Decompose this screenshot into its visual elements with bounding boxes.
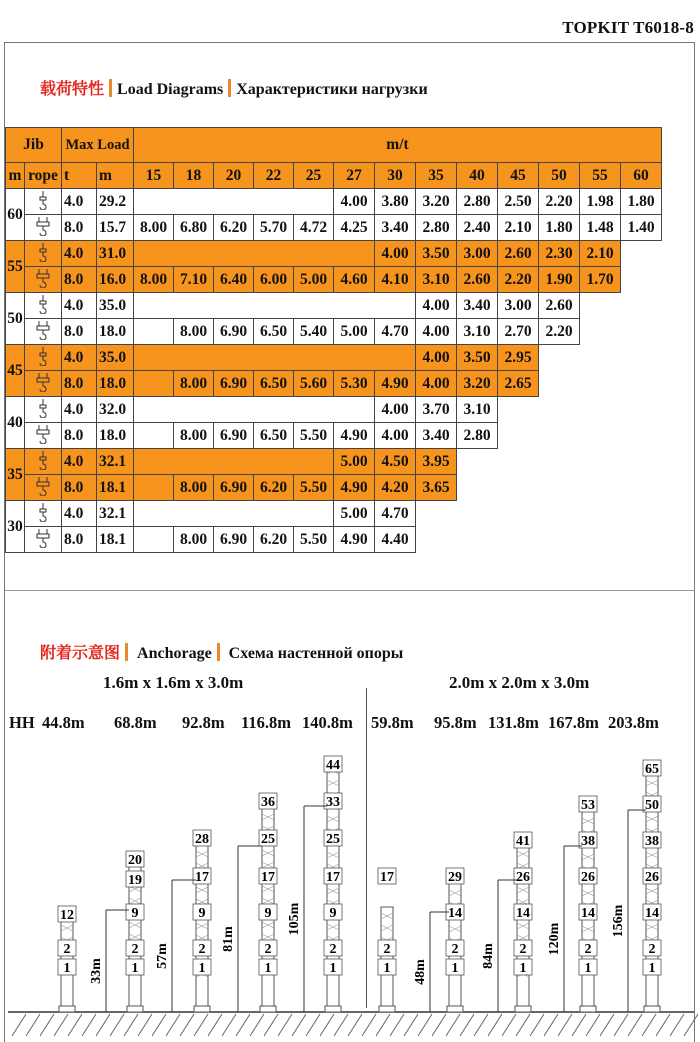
load-value-cell: 1.80	[539, 215, 580, 241]
jib-length-cell: 60	[6, 189, 25, 241]
section-number: 2	[131, 942, 139, 957]
ground-hatch	[656, 1014, 670, 1036]
max-radius-cell: 16.0	[97, 267, 134, 293]
ground-hatch	[558, 1014, 572, 1036]
rope-load-cell: 8.0	[62, 527, 97, 553]
mast-base	[644, 1006, 660, 1012]
load-value-cell: 6.00	[254, 267, 294, 293]
load-value-cell: 2.50	[498, 189, 539, 215]
load-value-cell: 3.40	[375, 215, 416, 241]
ground-hatch	[68, 1014, 82, 1036]
load-value-cell: 5.50	[294, 475, 334, 501]
ground-hatch	[390, 1014, 404, 1036]
ground-hatch	[110, 1014, 124, 1036]
ground-hatch	[586, 1014, 600, 1036]
load-value-cell: 4.00	[375, 423, 416, 449]
jib-length-cell: 40	[6, 397, 25, 449]
load-value-cell: 6.20	[254, 527, 294, 553]
radius-header: 30	[375, 163, 416, 189]
rope-load-cell: 4.0	[62, 501, 97, 527]
load-value-cell: 2.20	[498, 267, 539, 293]
max-radius-cell: 15.7	[97, 215, 134, 241]
load-value-cell: 5.50	[294, 423, 334, 449]
load-value-cell: 4.40	[375, 527, 416, 553]
mast-base	[379, 1006, 395, 1012]
anchor-height-label: 81m	[221, 926, 236, 952]
load-value-cell: 4.90	[375, 371, 416, 397]
load-value-cell: 3.10	[416, 267, 457, 293]
section-number: 2	[648, 942, 656, 957]
load-value-cell: 4.90	[334, 527, 375, 553]
load-value-cell: 8.00	[134, 267, 174, 293]
load-value-cell: 6.90	[214, 319, 254, 345]
load-value-cell: 4.00	[416, 345, 457, 371]
ground-hatch	[348, 1014, 362, 1036]
ground-hatch	[628, 1014, 642, 1036]
load-value-cell: 2.60	[457, 267, 498, 293]
section-number: 28	[195, 832, 209, 847]
rope-load-cell: 4.0	[62, 449, 97, 475]
tower-mast	[517, 833, 529, 1012]
rope-load-cell: 4.0	[62, 345, 97, 371]
load-value-cell: 8.00	[174, 475, 214, 501]
load-value-cell: 4.90	[334, 423, 375, 449]
hh-right-4: 167.8m	[548, 713, 599, 732]
ground-hatch	[194, 1014, 208, 1036]
jib-length-cell: 30	[6, 501, 25, 553]
max-radius-cell: 18.0	[97, 423, 134, 449]
load-value-cell: 3.10	[457, 397, 498, 423]
section-number: 26	[645, 870, 659, 885]
ground-hatch	[26, 1014, 40, 1036]
rope-load-cell: 8.0	[62, 371, 97, 397]
ground-hatch	[502, 1014, 516, 1036]
load-value-cell: 2.60	[498, 241, 539, 267]
ground-hatch	[82, 1014, 96, 1036]
mast-base	[515, 1006, 531, 1012]
load-value-cell: 1.90	[539, 267, 580, 293]
radius-header: 60	[621, 163, 662, 189]
load-title-ru: Характеристики нагрузки	[236, 81, 428, 98]
section-number: 12	[60, 908, 74, 923]
ground-hatch	[544, 1014, 558, 1036]
section-number: 26	[581, 870, 595, 885]
hh-left-5: 140.8m	[302, 713, 353, 732]
ground-hatch	[96, 1014, 110, 1036]
mt-header: m/t	[134, 128, 662, 163]
section-number: 1	[584, 961, 592, 976]
section-number: 9	[131, 906, 139, 921]
load-value-cell: 4.72	[294, 215, 334, 241]
ground-hatch	[222, 1014, 236, 1036]
mast-base	[260, 1006, 276, 1012]
anchor-height-label: 156m	[611, 904, 626, 938]
anchor-height-label: 33m	[89, 958, 104, 984]
section-number: 38	[581, 834, 595, 849]
load-value-cell: 6.20	[214, 215, 254, 241]
load-value-cell: 4.60	[334, 267, 375, 293]
mast-base	[127, 1006, 143, 1012]
load-value-cell: 6.50	[254, 371, 294, 397]
load-value-cell: 5.50	[294, 527, 334, 553]
load-value-cell: 2.20	[539, 189, 580, 215]
load-value-cell: 6.50	[254, 423, 294, 449]
model-name: TOPKIT T6018-8	[562, 18, 694, 37]
ground-hatch	[488, 1014, 502, 1036]
anchor-title-cn: 附着示意图	[40, 645, 121, 662]
section-number: 17	[326, 870, 340, 885]
radius-header: 25	[294, 163, 334, 189]
left-config-size: 1.6m x 1.6m x 3.0m	[103, 673, 244, 692]
max-radius-cell: 31.0	[97, 241, 134, 267]
ground-hatch	[516, 1014, 530, 1036]
mast-base	[194, 1006, 210, 1012]
load-unit-header: t	[62, 163, 97, 189]
jib-length-cell: 35	[6, 449, 25, 501]
load-value-cell: 4.00	[416, 371, 457, 397]
hh-right-3: 131.8m	[488, 713, 539, 732]
section-number: 9	[329, 906, 337, 921]
load-value-cell: 4.10	[375, 267, 416, 293]
load-value-cell: 2.30	[539, 241, 580, 267]
load-value-cell: 3.80	[375, 189, 416, 215]
mast-base	[59, 1006, 75, 1012]
ground-hatch	[180, 1014, 194, 1036]
hh-left-2: 68.8m	[114, 713, 157, 732]
hh-label: HH	[9, 713, 35, 732]
load-value-cell: 8.00	[174, 319, 214, 345]
section-number: 1	[648, 961, 656, 976]
ground-hatch	[614, 1014, 628, 1036]
ground-hatch	[138, 1014, 152, 1036]
load-value-cell: 8.00	[174, 423, 214, 449]
load-value-cell: 2.60	[539, 293, 580, 319]
section-number: 2	[584, 942, 592, 957]
load-value-cell: 5.40	[294, 319, 334, 345]
load-value-cell: 6.90	[214, 371, 254, 397]
ground-hatch	[530, 1014, 544, 1036]
ground-hatch	[278, 1014, 292, 1036]
radius-header: 45	[498, 163, 539, 189]
section-number: 9	[198, 906, 206, 921]
load-value-cell: 2.20	[539, 319, 580, 345]
load-value-cell: 1.80	[621, 189, 662, 215]
radius-header: 40	[457, 163, 498, 189]
hh-left-3: 92.8m	[182, 713, 225, 732]
ground-hatch	[166, 1014, 180, 1036]
radius-header: 50	[539, 163, 580, 189]
section-number: 1	[383, 961, 391, 976]
load-value-cell: 2.65	[498, 371, 539, 397]
load-value-cell: 8.00	[174, 371, 214, 397]
section-number: 17	[261, 870, 275, 885]
section-number: 14	[581, 906, 595, 921]
load-value-cell: 4.00	[375, 397, 416, 423]
ground-hatch	[334, 1014, 348, 1036]
max-radius-cell: 32.1	[97, 501, 134, 527]
section-number: 2	[264, 942, 272, 957]
section-number: 1	[198, 961, 206, 976]
mast-base	[447, 1006, 463, 1012]
load-value-cell: 4.00	[416, 319, 457, 345]
ground-hatch	[670, 1014, 684, 1036]
load-value-cell: 2.10	[498, 215, 539, 241]
load-value-cell: 5.00	[334, 501, 375, 527]
tower-mast	[196, 833, 208, 1012]
section-number: 25	[326, 832, 340, 847]
load-value-cell: 4.70	[375, 501, 416, 527]
load-value-cell: 3.65	[416, 475, 457, 501]
max-radius-cell: 18.1	[97, 527, 134, 553]
section-number: 2	[63, 942, 71, 957]
length-unit-header: m	[97, 163, 134, 189]
max-radius-cell: 32.1	[97, 449, 134, 475]
ground-hatch	[264, 1014, 278, 1036]
section-number: 33	[326, 795, 340, 810]
rope-load-cell: 8.0	[62, 267, 97, 293]
section-number: 2	[198, 942, 206, 957]
radius-header: 20	[214, 163, 254, 189]
ground-hatch	[418, 1014, 432, 1036]
ground-hatch	[292, 1014, 306, 1036]
max-radius-cell: 35.0	[97, 345, 134, 371]
anchor-title-ru: Схема настенной опоры	[228, 645, 404, 662]
ground-hatch	[40, 1014, 54, 1036]
section-number: 1	[63, 961, 71, 976]
section-number: 36	[261, 795, 275, 810]
max-radius-cell: 18.0	[97, 371, 134, 397]
load-value-cell: 1.98	[580, 189, 621, 215]
section-number: 25	[261, 832, 275, 847]
load-value-cell: 2.70	[498, 319, 539, 345]
load-value-cell: 4.00	[375, 241, 416, 267]
jib-length-cell: 45	[6, 345, 25, 397]
load-value-cell: 5.60	[294, 371, 334, 397]
rope-load-cell: 4.0	[62, 189, 97, 215]
jib-unit-header: m	[6, 163, 25, 189]
rope-load-cell: 8.0	[62, 319, 97, 345]
max-radius-cell: 18.1	[97, 475, 134, 501]
jib-header: Jib	[6, 128, 62, 163]
load-value-cell: 4.90	[334, 475, 375, 501]
ground-hatch	[404, 1014, 418, 1036]
rope-load-cell: 8.0	[62, 423, 97, 449]
ground-hatch	[250, 1014, 264, 1036]
section-number: 14	[448, 906, 462, 921]
max-radius-cell: 29.2	[97, 189, 134, 215]
section-number: 1	[131, 961, 139, 976]
right-config-size: 2.0m x 2.0m x 3.0m	[449, 673, 590, 692]
ground-hatch	[572, 1014, 586, 1036]
load-value-cell: 5.00	[334, 449, 375, 475]
max-radius-cell: 32.0	[97, 397, 134, 423]
rope-load-cell: 4.0	[62, 241, 97, 267]
load-value-cell: 4.20	[375, 475, 416, 501]
rope-load-cell: 8.0	[62, 475, 97, 501]
ground-hatch	[600, 1014, 614, 1036]
load-title-cn: 载荷特性	[40, 81, 105, 98]
load-value-cell: 3.00	[457, 241, 498, 267]
section-number: 14	[645, 906, 659, 921]
load-value-cell: 3.40	[457, 293, 498, 319]
section-number: 26	[516, 870, 530, 885]
load-value-cell: 2.95	[498, 345, 539, 371]
section-number: 1	[264, 961, 272, 976]
section-number: 2	[519, 942, 527, 957]
load-value-cell: 2.80	[457, 423, 498, 449]
jib-length-cell: 55	[6, 241, 25, 293]
section-number: 41	[516, 834, 530, 849]
section-number: 2	[329, 942, 337, 957]
load-value-cell: 6.50	[254, 319, 294, 345]
anchor-height-label: 105m	[287, 902, 302, 936]
load-value-cell: 8.00	[134, 215, 174, 241]
hh-right-1: 59.8m	[371, 713, 414, 732]
section-number: 29	[448, 870, 462, 885]
ground-hatch	[684, 1014, 698, 1036]
section-number: 2	[451, 942, 459, 957]
ground-hatch	[460, 1014, 474, 1036]
load-value-cell: 7.10	[174, 267, 214, 293]
load-value-cell: 1.70	[580, 267, 621, 293]
load-value-cell: 6.80	[174, 215, 214, 241]
section-number: 65	[645, 762, 659, 777]
anchor-height-label: 84m	[481, 943, 496, 969]
load-value-cell: 6.90	[214, 423, 254, 449]
load-value-cell: 3.20	[416, 189, 457, 215]
hh-right-5: 203.8m	[608, 713, 659, 732]
ground-hatch	[152, 1014, 166, 1036]
ground-hatch	[320, 1014, 334, 1036]
max-radius-cell: 35.0	[97, 293, 134, 319]
radius-header: 22	[254, 163, 294, 189]
ground-hatch	[376, 1014, 390, 1036]
radius-header: 55	[580, 163, 621, 189]
load-value-cell: 2.40	[457, 215, 498, 241]
ground-hatch	[362, 1014, 376, 1036]
section-number: 1	[451, 961, 459, 976]
max-load-header: Max Load	[62, 128, 134, 163]
ground-hatch	[474, 1014, 488, 1036]
section-number: 1	[519, 961, 527, 976]
load-value-cell: 6.40	[214, 267, 254, 293]
ground-hatch	[446, 1014, 460, 1036]
section-number: 17	[195, 870, 209, 885]
load-value-cell: 3.50	[457, 345, 498, 371]
load-value-cell: 2.10	[580, 241, 621, 267]
load-value-cell: 1.48	[580, 215, 621, 241]
load-value-cell: 4.50	[375, 449, 416, 475]
anchor-title-en: Anchorage	[137, 645, 212, 662]
section-number: 20	[128, 853, 142, 868]
radius-header: 15	[134, 163, 174, 189]
section-number: 2	[383, 942, 391, 957]
load-value-cell: 3.95	[416, 449, 457, 475]
section-number: 44	[326, 758, 340, 773]
section-number: 9	[264, 906, 272, 921]
rope-load-cell: 4.0	[62, 293, 97, 319]
load-value-cell: 4.00	[416, 293, 457, 319]
rope-load-cell: 4.0	[62, 397, 97, 423]
load-value-cell: 3.50	[416, 241, 457, 267]
ground-hatch	[54, 1014, 68, 1036]
load-value-cell: 1.40	[621, 215, 662, 241]
mast-base	[580, 1006, 596, 1012]
load-value-cell: 3.10	[457, 319, 498, 345]
load-value-cell: 8.00	[174, 527, 214, 553]
section-number: 53	[581, 798, 595, 813]
ground-hatch	[12, 1014, 26, 1036]
section-number: 17	[380, 870, 394, 885]
section-number: 19	[128, 873, 142, 888]
section-number: 14	[516, 906, 530, 921]
jib-length-cell: 50	[6, 293, 25, 345]
ground-hatch	[432, 1014, 446, 1036]
max-radius-cell: 18.0	[97, 319, 134, 345]
load-value-cell: 6.20	[254, 475, 294, 501]
load-value-cell: 2.80	[457, 189, 498, 215]
load-value-cell: 6.90	[214, 527, 254, 553]
load-value-cell: 5.00	[334, 319, 375, 345]
radius-header: 18	[174, 163, 214, 189]
load-value-cell: 4.70	[375, 319, 416, 345]
radius-header: 27	[334, 163, 375, 189]
anchor-height-label: 48m	[413, 959, 428, 985]
load-value-cell: 2.80	[416, 215, 457, 241]
hh-right-2: 95.8m	[434, 713, 477, 732]
ground-hatch	[306, 1014, 320, 1036]
rope-load-cell: 8.0	[62, 215, 97, 241]
load-value-cell: 3.00	[498, 293, 539, 319]
load-value-cell: 4.00	[334, 189, 375, 215]
mast-base	[325, 1006, 341, 1012]
rope-header: rope	[25, 163, 62, 189]
ground-hatch	[124, 1014, 138, 1036]
ground-hatch	[642, 1014, 656, 1036]
section-number: 50	[645, 798, 659, 813]
ground-hatch	[208, 1014, 222, 1036]
section-number: 1	[329, 961, 337, 976]
hh-left-4: 116.8m	[241, 713, 291, 732]
radius-header: 35	[416, 163, 457, 189]
ground-hatch	[236, 1014, 250, 1036]
load-title-en: Load Diagrams	[117, 81, 224, 98]
load-value-cell: 5.00	[294, 267, 334, 293]
load-value-cell: 6.90	[214, 475, 254, 501]
hh-left-1: 44.8m	[42, 713, 85, 732]
load-value-cell: 3.70	[416, 397, 457, 423]
load-value-cell: 5.70	[254, 215, 294, 241]
section-number: 38	[645, 834, 659, 849]
anchor-height-label: 120m	[547, 922, 562, 956]
anchor-height-label: 57m	[155, 943, 170, 969]
load-value-cell: 3.40	[416, 423, 457, 449]
load-value-cell: 3.20	[457, 371, 498, 397]
load-value-cell: 4.25	[334, 215, 375, 241]
load-value-cell: 5.30	[334, 371, 375, 397]
